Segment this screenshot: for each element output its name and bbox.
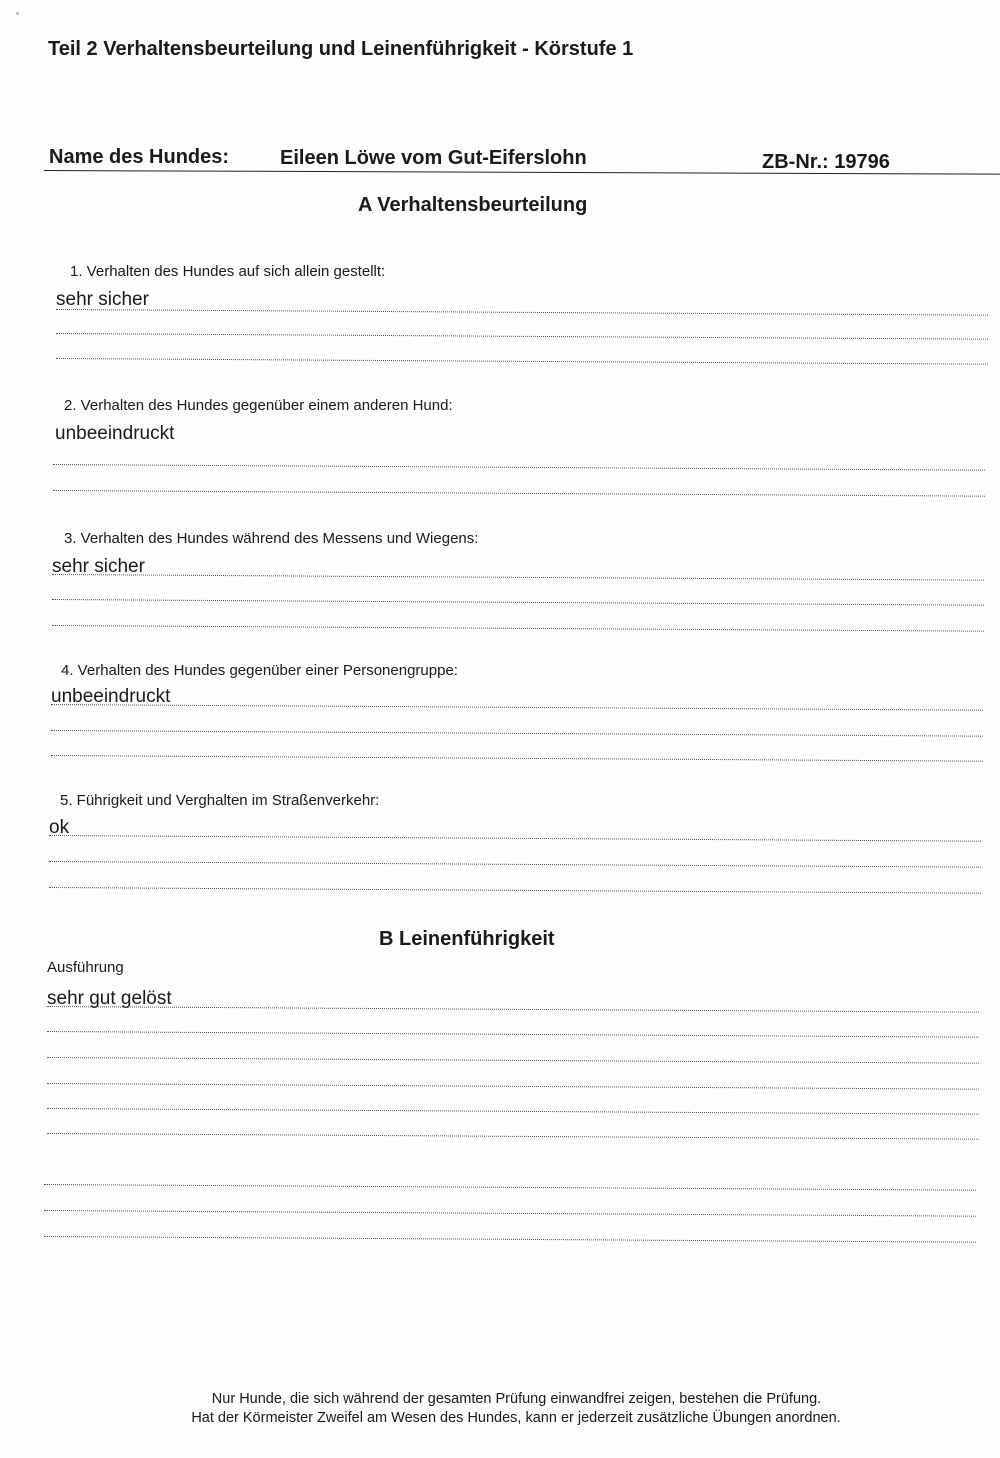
answer-line [53,464,985,471]
question-4-answer: unbeeindruckt [51,686,171,707]
section-a-title: A Verhaltensbeurteilung [358,194,588,216]
answer-line [47,1031,979,1038]
answer-line [52,599,984,606]
answer-line [49,861,981,868]
answer-line [47,1133,979,1140]
answer-line [44,1236,976,1243]
scan-speck [16,12,19,15]
answer-line [56,309,988,316]
answer-line [47,1057,979,1064]
question-3-label: 3. Verhalten des Hundes während des Messens und Wiegens: [64,530,479,547]
answer-line [52,625,984,632]
answer-line [51,755,983,762]
question-1-answer: sehr sicher [56,289,149,310]
question-4-label: 4. Verhalten des Hundes gegenüber einer Personengruppe: [61,662,458,679]
answer-line [51,704,983,711]
execution-answer: sehr gut gelöst [47,988,172,1009]
page-title: Teil 2 Verhaltensbeurteilung und Leinenführigkeit - Körstufe 1 [48,38,634,60]
question-5-label: 5. Führigkeit und Verghalten im Straßenverkehr: [60,792,380,809]
answer-line [49,887,981,894]
answer-line [47,1006,979,1013]
answer-line [44,1210,976,1217]
answer-line [53,490,985,497]
question-5-answer: ok [49,817,70,838]
zb-value: 19796 [834,151,890,173]
question-2-label: 2. Verhalten des Hundes gegenüber einem anderen Hund: [64,397,453,414]
answer-line [56,358,988,365]
answer-line [44,1184,976,1191]
question-3-answer: sehr sicher [52,556,145,577]
zb-label: ZB-Nr.: [762,151,829,173]
execution-label: Ausführung [47,959,124,976]
dog-name-label: Name des Hundes: [49,146,230,168]
answer-line [56,333,988,340]
answer-line [52,574,984,581]
zb-number [762,151,890,174]
question-2-answer: unbeeindruckt [55,423,175,444]
section-b-title: B Leinenführigkeit [379,928,555,950]
answer-line [47,1083,979,1090]
question-1-label: 1. Verhalten des Hundes auf sich allein gestellt: [70,263,386,280]
answer-line [49,835,981,842]
footer-note-1: Nur Hunde, die sich während der gesamten Prüfung einwandfrei zeigen, bestehen die Prüfung. [211,1391,822,1407]
answer-line [47,1108,979,1115]
answer-line [51,730,983,737]
footer-note-2: Hat der Körmeister Zweifel am Wesen des Hundes, kann er jederzeit zusätzliche Übungen anordnen. [191,1410,841,1426]
dog-name-value: Eileen Löwe vom Gut-Eiferslohn [280,147,587,169]
